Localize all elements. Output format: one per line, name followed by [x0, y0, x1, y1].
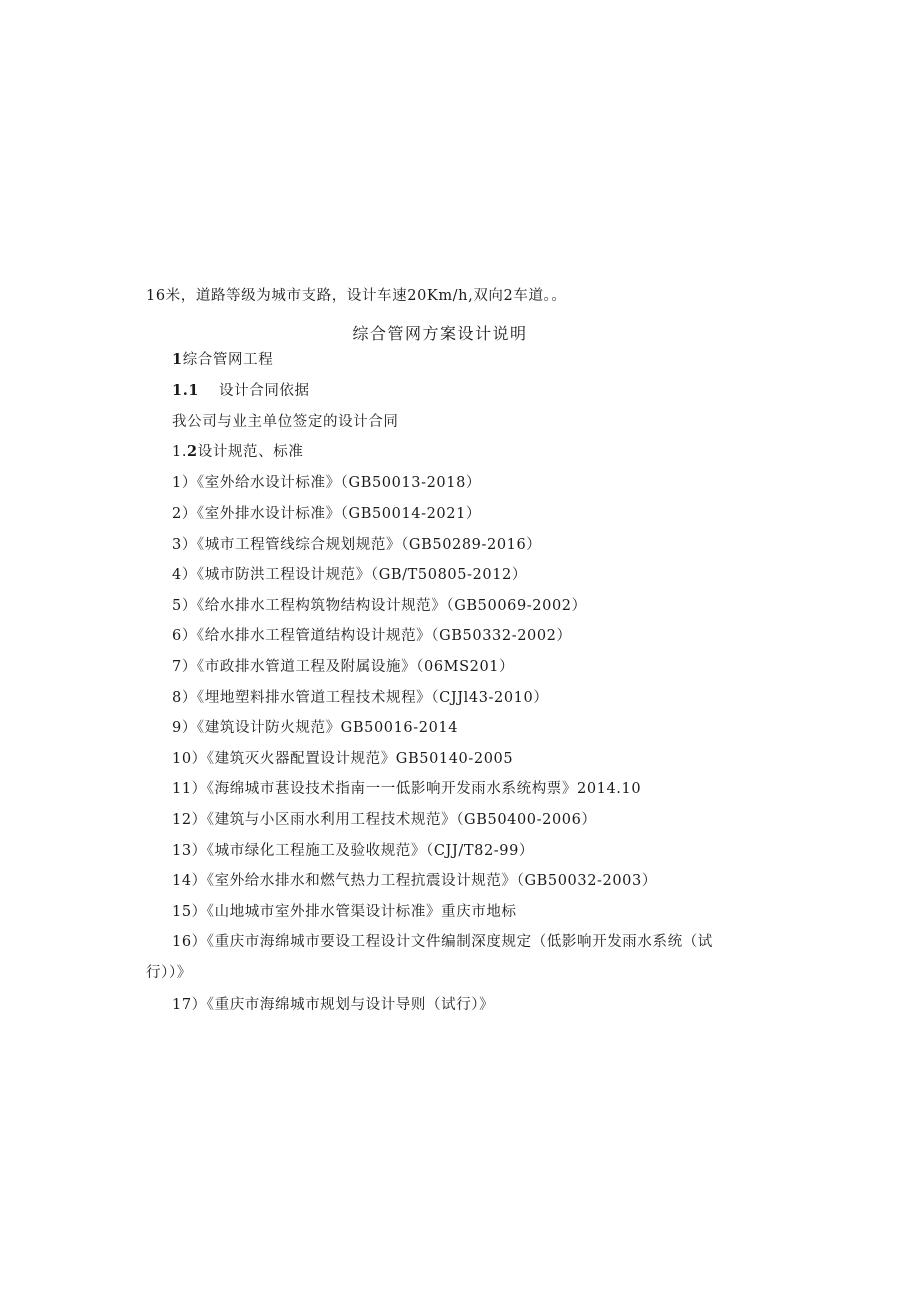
reference-item-3: 3）《城市工程管线综合规划规范》（GB50289-2016）	[172, 537, 542, 553]
reference-item-12: 12）《建筑与小区雨水利用工程技术规范》（GB50400-2006）	[172, 812, 597, 828]
section-1-2-heading	[172, 442, 303, 462]
reference-item-11: 11）《海绵城市葚设技术指南一一低影响开发雨水系统构票》2014.10	[172, 781, 642, 797]
reference-item-16-line-2: 行））》	[146, 965, 192, 981]
section-1-1-heading	[172, 381, 310, 401]
reference-item-5: 5）《给水排水工程构筑物结构设计规范》（GB50069-2002）	[172, 598, 587, 614]
reference-item-7: 7）《市政排水管道工程及附属设施》（06MS201）	[172, 659, 515, 675]
reference-item-15: 15）《山地城市室外排水管渠设计标准》重庆市地标	[172, 904, 517, 920]
section-1-2-title: 设计规范、标准	[197, 444, 304, 460]
reference-item-1: 1）《室外给水设计标准》（GB50013-2018）	[172, 475, 481, 491]
contract-text: 我公司与业主单位签定的设计合同	[172, 414, 399, 430]
reference-item-10: 10）《建筑灭火器配置设计规范》GB50140-2005	[172, 751, 514, 767]
section-1-2-number: 2	[187, 443, 198, 460]
reference-item-16-line-1: 16）《重庆市海绵城市要设工程设计文件编制深度规定（低影响开发雨水系统（试	[172, 934, 713, 950]
section-1-1-number: 1.1	[172, 382, 200, 399]
reference-item-6: 6）《给水排水工程管道结构设计规范》（GB50332-2002）	[172, 628, 572, 644]
section-1-title: 综合管网工程	[182, 352, 274, 368]
reference-item-13: 13）《城市绿化工程施工及验收规范》（CJJ/T82-99）	[172, 843, 535, 859]
intro-line: 16米，道路等级为城市支路，设计车速20Km/h,双向2车道。。	[146, 288, 567, 304]
reference-item-8: 8）《埋地塑料排水管道工程技术规程》（CJJl43-2010）	[172, 690, 549, 706]
section-1-1-title: 设计合同依据	[219, 383, 310, 399]
reference-item-9: 9）《建筑设计防火规范》GB50016-2014	[172, 720, 459, 736]
section-1-number: 1	[172, 351, 183, 368]
reference-item-14: 14）《室外给水排水和燃气热力工程抗震设计规范》（GB50032-2003）	[172, 873, 657, 889]
reference-item-17: 17）《重庆市海绵城市规划与设计导则（试行）》	[172, 997, 495, 1013]
document-title: 综合管网方案设计说明	[352, 324, 528, 343]
reference-item-2: 2）《室外排水设计标准》（GB50014-2021）	[172, 506, 481, 522]
section-1-heading	[172, 350, 273, 370]
section-1-2-prefix: 1.	[172, 444, 188, 460]
reference-item-4: 4）《城市防洪工程设计规范》（GB/T50805-2012）	[172, 567, 527, 583]
